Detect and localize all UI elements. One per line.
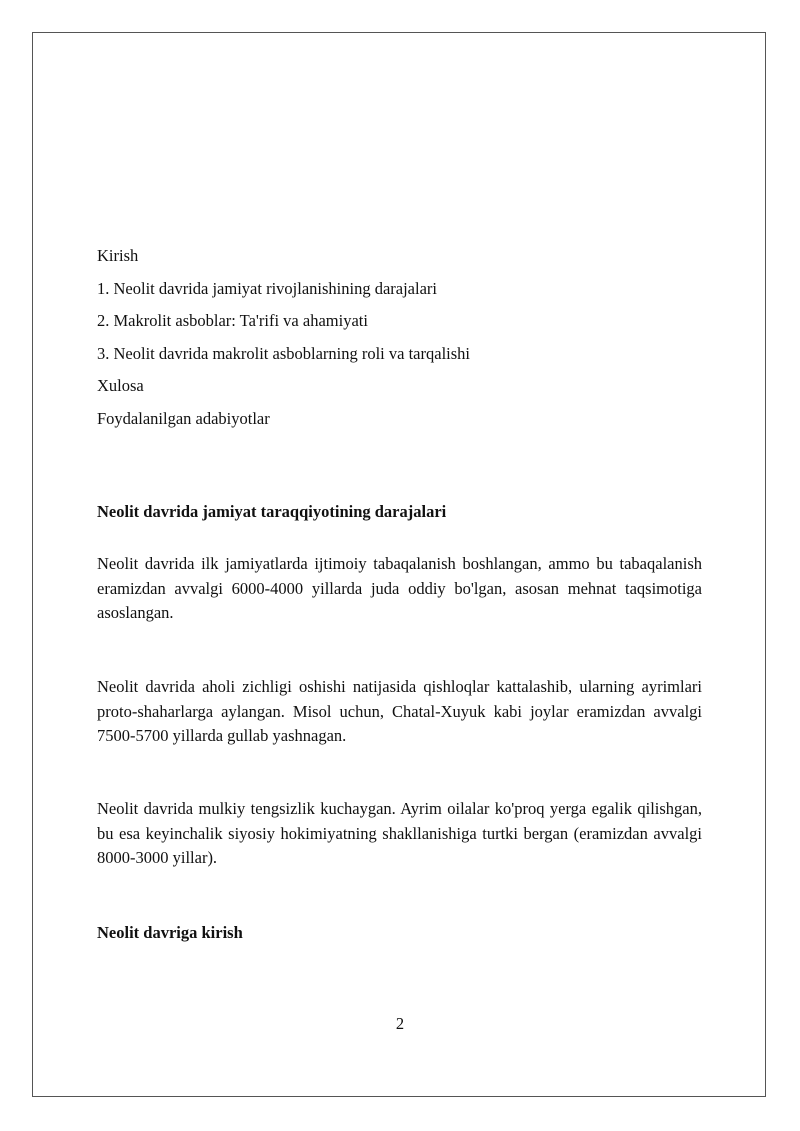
- page-number: 2: [395, 1014, 405, 1033]
- toc-item-conclusion: Xulosa: [97, 376, 144, 395]
- toc-item-references: Foydalanilgan adabiyotlar: [97, 408, 270, 428]
- toc-item-chapter-3: 3. Neolit davrida makrolit asboblarning roli va tarqalishi: [97, 343, 470, 363]
- subsection-heading: Neolit davriga kirish: [97, 923, 243, 942]
- toc-item-introduction: Kirish: [97, 246, 139, 265]
- paragraph-social-stratification: Neolit davrida ilk jamiyatlarda ijtimoiy tabaqalanish boshlangan, ammo bu tabaqalanish eramizdan avvalgi 6000-4000 yillarda juda oddiy bo'lgan, asosan mehnat taqsimotiga asoslangan.: [97, 554, 702, 623]
- section-heading: Neolit davrida jamiyat taraqqiyotining darajalari: [97, 502, 447, 521]
- toc-item-chapter-1: 1. Neolit davrida jamiyat rivojlanishining darajalari: [97, 278, 437, 298]
- table-of-contents: [97, 240, 702, 435]
- paragraph-proto-cities: Neolit davrida aholi zichligi oshishi natijasida qishloqlar kattalashib, ularning ayrimlari proto-shaharlarga aylangan. Misol uchun, Chatal-Xuyuk kabi joylar eramizdan avvalgi 7500-5700 yillarda gullab yashnagan.: [97, 677, 702, 746]
- paragraph-property-inequality: Neolit davrida mulkiy tengsizlik kuchaygan. Ayrim oilalar ko'proq yerga egalik qilishgan, bu esa keyinchalik siyosiy hokimiyatning shakllanishiga turtki bergan (eramizdan avvalgi 8000-3000 yillar).: [97, 799, 702, 868]
- toc-item-chapter-2: 2. Makrolit asboblar: Ta'rifi va ahamiyati: [97, 311, 368, 330]
